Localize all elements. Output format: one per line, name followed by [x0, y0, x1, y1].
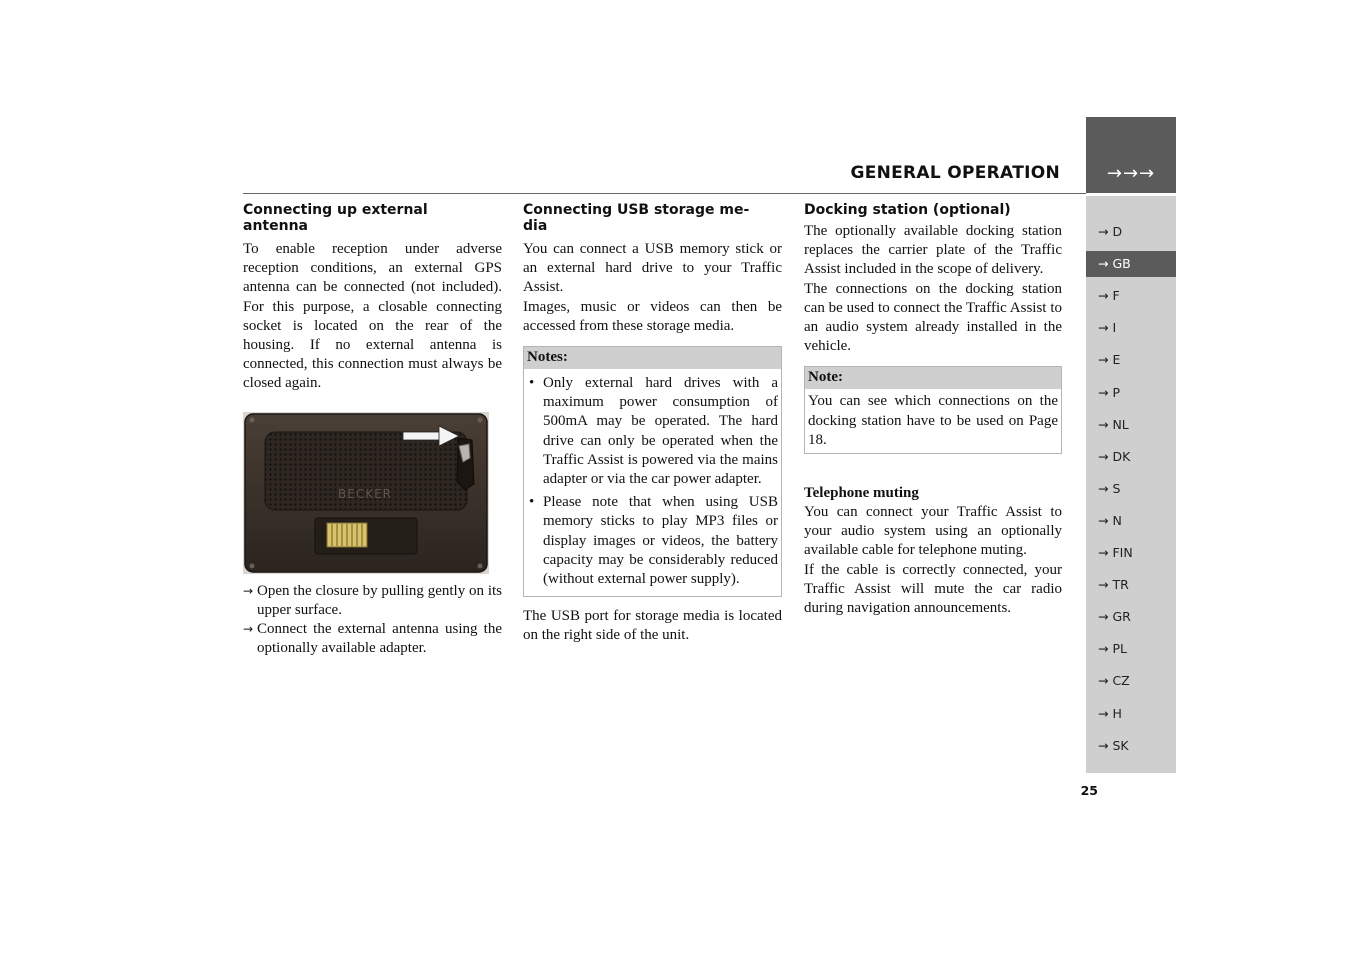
- nav-item-language[interactable]: → D: [1098, 224, 1123, 239]
- continue-arrows-icon: →→→: [1106, 163, 1156, 184]
- section-heading-docking: Docking station (optional): [804, 202, 1011, 218]
- nav-item-language[interactable]: → S: [1098, 480, 1121, 496]
- section-heading-usb: [523, 202, 782, 234]
- column-antenna: [243, 202, 502, 658]
- device-rear-photo: [243, 412, 489, 574]
- note-item: [527, 374, 778, 489]
- notes-title: Notes:: [524, 347, 781, 369]
- antenna-body-text: To enable reception under adverse reception conditions, an external GPS antenna can be connected (not included). For this purpose, a closable connecting socket is located on the rear of the housing. If no external antenna is connected, this connection must always be closed again.: [243, 241, 502, 392]
- step-text: Connect the external antenna using the optionally available adapter.: [257, 621, 502, 657]
- antenna-steps: [243, 582, 502, 659]
- note-body: [805, 389, 1061, 453]
- arrow-right-icon: →: [243, 622, 254, 637]
- note-text: You can see which connections on the docking station have to be used on Page 18.: [808, 393, 1058, 448]
- bullet-icon: •: [529, 375, 535, 392]
- bullet-icon: •: [529, 494, 535, 511]
- usb-body-text-1: You can connect a USB memory stick or an external hard drive to your Traffic Assist.: [523, 241, 782, 296]
- note-title: Note:: [805, 367, 1061, 389]
- heading-line: antenna: [243, 218, 308, 234]
- arrow-right-icon: →: [243, 583, 254, 598]
- nav-item-language[interactable]: → CZ: [1098, 673, 1130, 689]
- column-docking: [804, 202, 1062, 618]
- docking-body-text-1: The optionally available docking station replaces the carrier plate of the Traffic Assist included in the scope of delivery.: [804, 223, 1062, 278]
- note-text: Please note that when using USB memory sticks to play MP3 files or display images or videos, the battery capacity may be considerably reduced (without external power supply).: [543, 494, 778, 588]
- nav-item-language[interactable]: → GR: [1098, 609, 1131, 625]
- nav-item-language[interactable]: → H: [1098, 705, 1122, 721]
- nav-item-language[interactable]: → F: [1098, 288, 1120, 304]
- nav-item-language[interactable]: → DK: [1098, 448, 1131, 464]
- nav-item-language[interactable]: → SK: [1098, 737, 1129, 753]
- notes-box: [523, 346, 782, 597]
- screw-icon: [250, 563, 255, 568]
- heading-line: Connecting up external: [243, 202, 428, 218]
- nav-item-language[interactable]: → FIN: [1098, 545, 1133, 560]
- step-text: Open the closure by pulling gently on its upper surface.: [257, 582, 502, 618]
- screw-icon: [478, 417, 483, 422]
- usb-body-text-2: Images, music or videos can then be accessed from these storage media.: [523, 298, 782, 334]
- docking-body-text-2: The connections on the docking station can be used to connect the Traffic Assist to an audio system already installed in the vehicle.: [804, 280, 1062, 355]
- telephone-muting-heading: Telephone muting: [804, 485, 919, 502]
- nav-item-language[interactable]: → I: [1098, 320, 1117, 336]
- header-divider: [243, 193, 1086, 194]
- notes-list: [527, 374, 778, 589]
- nav-item-language[interactable]: → N: [1098, 512, 1122, 528]
- page-title: GENERAL OPERATION: [850, 163, 1060, 183]
- brand-logo: BECKER: [338, 486, 392, 501]
- screw-icon: [250, 417, 255, 422]
- screw-icon: [478, 563, 483, 568]
- nav-item-language[interactable]: → P: [1098, 384, 1120, 400]
- note-box: [804, 366, 1062, 454]
- step-item: [243, 582, 502, 620]
- nav-item-language[interactable]: → GB: [1086, 251, 1176, 277]
- nav-item-language[interactable]: → E: [1098, 352, 1121, 368]
- page-number: 25: [1080, 783, 1098, 798]
- usb-footer-text: The USB port for storage media is located on the right side of the unit.: [523, 608, 782, 644]
- arrow-icon: [403, 432, 443, 440]
- step-item: [243, 620, 502, 658]
- notes-body: [524, 369, 781, 596]
- nav-item-language[interactable]: → TR: [1098, 577, 1129, 593]
- nav-item-language[interactable]: → NL: [1098, 416, 1129, 432]
- section-heading-antenna: [243, 202, 502, 234]
- heading-line: dia: [523, 218, 548, 234]
- muting-body-text-2: If the cable is correctly connected, your Traffic Assist will mute the car radio during navigation announcements.: [804, 561, 1062, 617]
- note-text: Only external hard drives with a maximum power consumption of 500mA may be operated. The hard drive can only be operated when the Traffic Assist is powered via the mains adapter or via the car power adapter.: [543, 375, 778, 488]
- note-item: [527, 493, 778, 589]
- nav-item-language[interactable]: → PL: [1098, 641, 1127, 657]
- heading-line: Connecting USB storage me-: [523, 202, 750, 218]
- muting-body-text-1: You can connect your Traffic Assist to your audio system using an optionally available cable for telephone muting.: [804, 504, 1062, 559]
- column-usb: [523, 202, 782, 646]
